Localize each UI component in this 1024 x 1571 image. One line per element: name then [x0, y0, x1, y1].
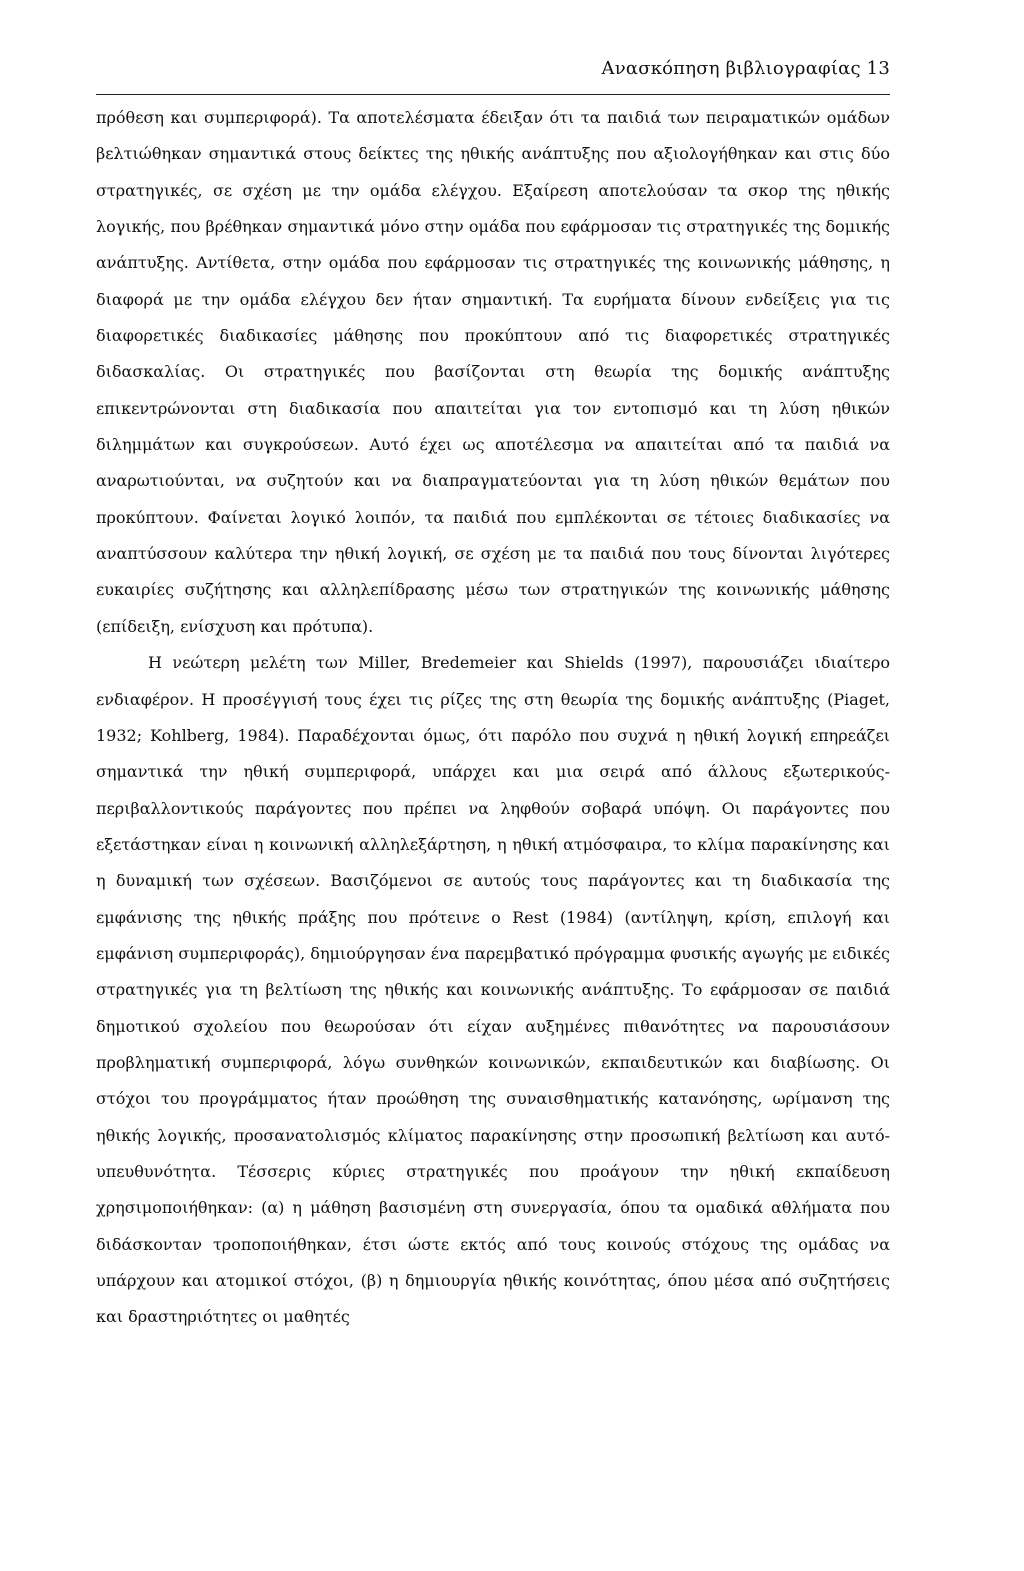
header-rule: [96, 94, 890, 95]
paragraph: Η νεώτερη μελέτη των Miller, Bredemeier και Shields (1997), παρουσιάζει ιδιαίτερο ενδιαφέρον. Η προσέγγισή τους έχει τις ρίζες της στη θεωρία της δομικής ανάπτυξης (Piaget, 1932; Kohlberg, 1984). Παραδέχονται όμως, ότι παρόλο που συχνά η ηθική λογική επηρεάζει σημαντικά την ηθική συμπεριφορά, υπάρχει και μια σειρά από άλλους εξωτερικούς-περιβαλλοντικούς παράγοντες που πρέπει να ληφθούν σοβαρά υπόψη. Οι παράγοντες που εξετάστηκαν είναι η κοινωνική αλληλεξάρτηση, η ηθική ατμόσφαιρα, το κλίμα παρακίνησης και η δυναμική των σχέσεων. Βασιζόμενοι σε αυτούς τους παράγοντες και τη διαδικασία της εμφάνισης της ηθικής πράξης που πρότεινε ο Rest (1984) (αντίληψη, κρίση, επιλογή και εμφάνιση συμπεριφοράς), δημιούργησαν ένα παρεμβατικό πρόγραμμα φυσικής αγωγής με ειδικές στρατηγικές για τη βελτίωση της ηθικής και κοινωνικής ανάπτυξης. Το εφάρμοσαν σε παιδιά δημοτικού σχολείου που θεωρούσαν ότι είχαν αυξημένες πιθανότητες να παρουσιάσουν προβληματική συμπεριφορά, λόγω συνθηκών κοινωνικών, εκπαιδευτικών και διαβίωσης. Οι στόχοι του προγράμματος ήταν προώθηση της συναισθηματικής κατανόησης, ωρίμανση της ηθικής λογικής, προσανατολισμός κλίματος παρακίνησης στην προσωπική βελτίωση και αυτό-υπευθυνότητα. Τέσσερις κύριες στρατηγικές που προάγουν την ηθική εκπαίδευση χρησιμοποιήθηκαν: (α) η μάθηση βασισμένη στη συνεργασία, όπου τα ομαδικά αθλήματα που διδάσκονταν τροποποιήθηκαν, έτσι ώστε εκτός από τους κοινούς στόχους της ομάδας να υπάρχουν και ατομικοί στόχοι, (β) η δημιουργία ηθικής κοινότητας, όπου μέσα από συζητήσεις και δραστηριότητες οι μαθητές: [96, 653, 891, 1327]
paragraph-continued: πρόθεση και συμπεριφορά). Τα αποτελέσματα έδειξαν ότι τα παιδιά των πειραματικών ομάδων βελτιώθηκαν σημαντικά στους δείκτες της ηθικής ανάπτυξης που αξιολογήθηκαν και στις δύο στρατηγικές, σε σχέση με την ομάδα ελέγχου. Εξαίρεση αποτελούσαν τα σκορ της ηθικής λογικής, που βρέθηκαν σημαντικά μόνο στην ομάδα που εφάρμοσαν τις στρατηγικές της δομικής ανάπτυξης. Αντίθετα, στην ομάδα που εφάρμοσαν τις στρατηγικές της κοινωνικής μάθησης, η διαφορά με την ομάδα ελέγχου δεν ήταν σημαντική. Τα ευρήματα δίνουν ενδείξεις για τις διαφορετικές διαδικασίες μάθησης που προκύπτουν από τις διαφορετικές στρατηγικές διδασκαλίας. Οι στρατηγικές που βασίζονται στη θεωρία της δομικής ανάπτυξης επικεντρώνονται στη διαδικασία που απαιτείται για τον εντοπισμό και τη λύση ηθικών διλημμάτων και συγκρούσεων. Αυτό έχει ως αποτέλεσμα να απαιτείται από τα παιδιά να αναρωτιούνται, να συζητούν και να διαπραγματεύονται για τη λύση ηθικών θεμάτων που προκύπτουν. Φαίνεται λογικό λοιπόν, τα παιδιά που εμπλέκονται σε τέτοιες διαδικασίες να αναπτύσσουν καλύτερα την ηθική λογική, σε σχέση με τα παιδιά που τους δίνονται λιγότερες ευκαιρίες συζήτησης και αλληλεπίδρασης μέσω των στρατηγικών της κοινωνικής μάθησης (επίδειξη, ενίσχυση και πρότυπα).: [96, 108, 890, 636]
running-title: Ανασκόπηση βιβλιογραφίας 13: [601, 58, 890, 79]
body-text: [96, 100, 890, 1336]
running-header: [96, 58, 890, 86]
